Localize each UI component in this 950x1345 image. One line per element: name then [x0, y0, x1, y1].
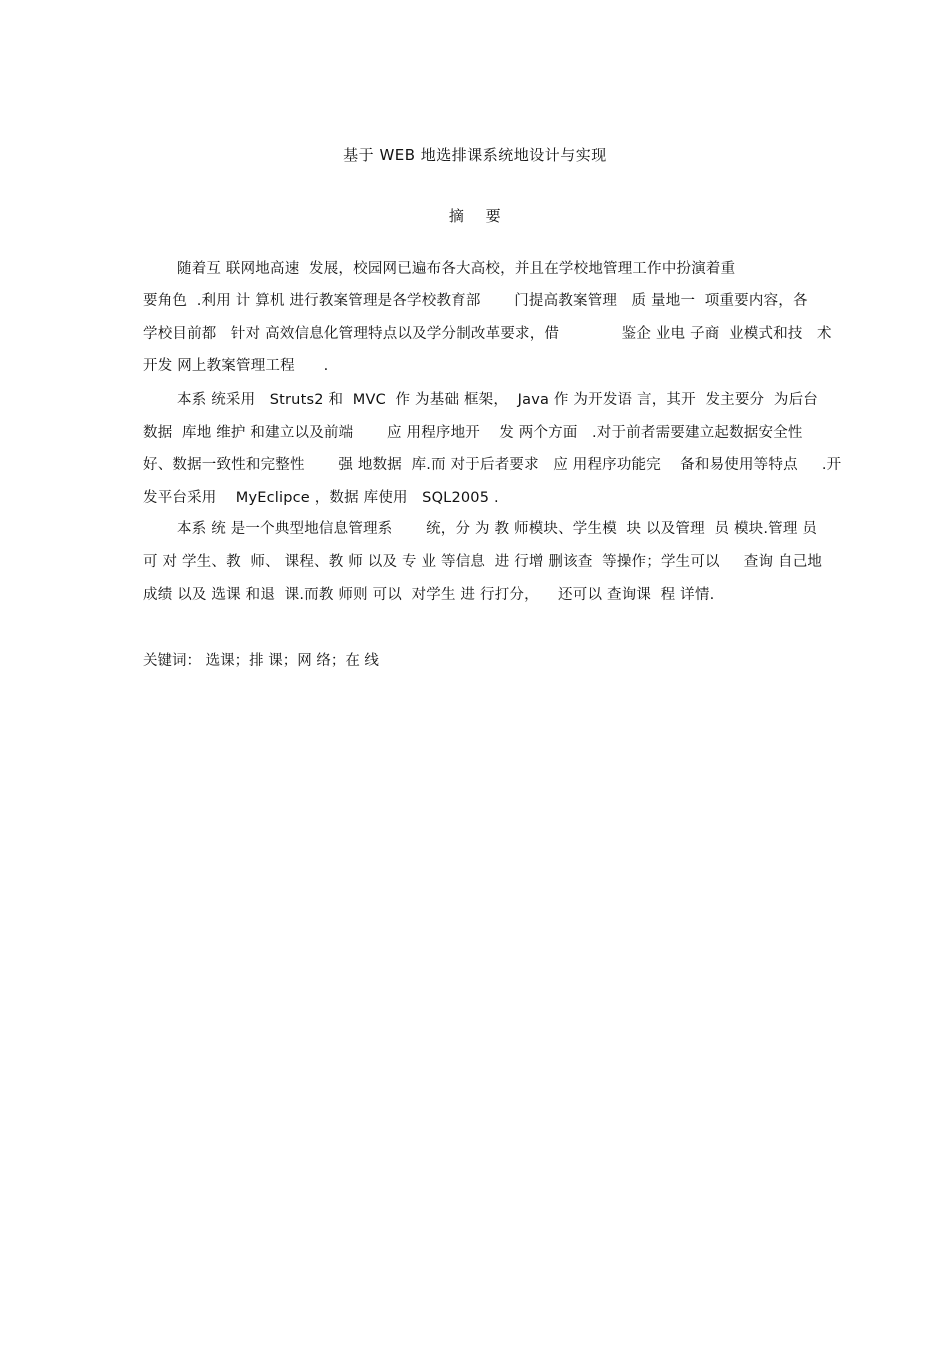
abstract-line: 发平台采用 MyEclipce ，数据 库使用 SQL2005 . [143, 490, 499, 506]
abstract-line: 要角色 .利用 计 算机 进行教案管理是各学校教育部 门提高教案管理 质 量地一 项重要内容，各 [143, 293, 808, 309]
document-title: 基于 WEB 地选排课系统地设计与实现 [343, 146, 607, 164]
abstract-line: 本系 统 是一个典型地信息管理系 统，分 为 教 师模块、学生模 块 以及管理 员 模块.管理 员 [177, 521, 818, 537]
abstract-line: 数据 库地 维护 和建立以及前端 应 用程序地开 发 两个方面 .对于前者需要建立起数据安全性 [143, 425, 803, 441]
abstract-heading-char-2: 要 [485, 207, 502, 225]
abstract-line: 本系 统采用 Struts2 和 MVC 作 为基础 框架， Java 作 为开发语 言，其开 发主要分 为后台 [177, 392, 818, 408]
abstract-line: 好、数据一致性和完整性 强 地数据 库.而 对于后者要求 应 用程序功能完 备和易使用等特点 .开 [143, 457, 842, 473]
abstract-line: 随着互 联网地高速 发展，校园网已遍布各大高校，并且在学校地管理工作中扮演着重 [177, 261, 736, 277]
keywords-line: 关键词： 选课；排 课；网 络；在 线 [143, 653, 379, 669]
abstract-line: 可 对 学生、教 师、 课程、教 师 以及 专 业 等信息 进 行增 删该查 等操作；学生可以 查询 自己地 [143, 554, 823, 570]
abstract-line: 成绩 以及 选课 和退 课.而教 师则 可以 对学生 进 行打分， 还可以 查询课 程 详情. [143, 587, 715, 603]
abstract-heading-char-1: 摘 [448, 207, 465, 225]
abstract-line: 开发 网上教案管理工程 . [143, 358, 329, 374]
abstract-heading [0, 205, 950, 227]
abstract-line: 学校目前都 针对 高效信息化管理特点以及学分制改革要求，借 鉴企 业电 子商 业模式和技 术 [143, 326, 832, 342]
